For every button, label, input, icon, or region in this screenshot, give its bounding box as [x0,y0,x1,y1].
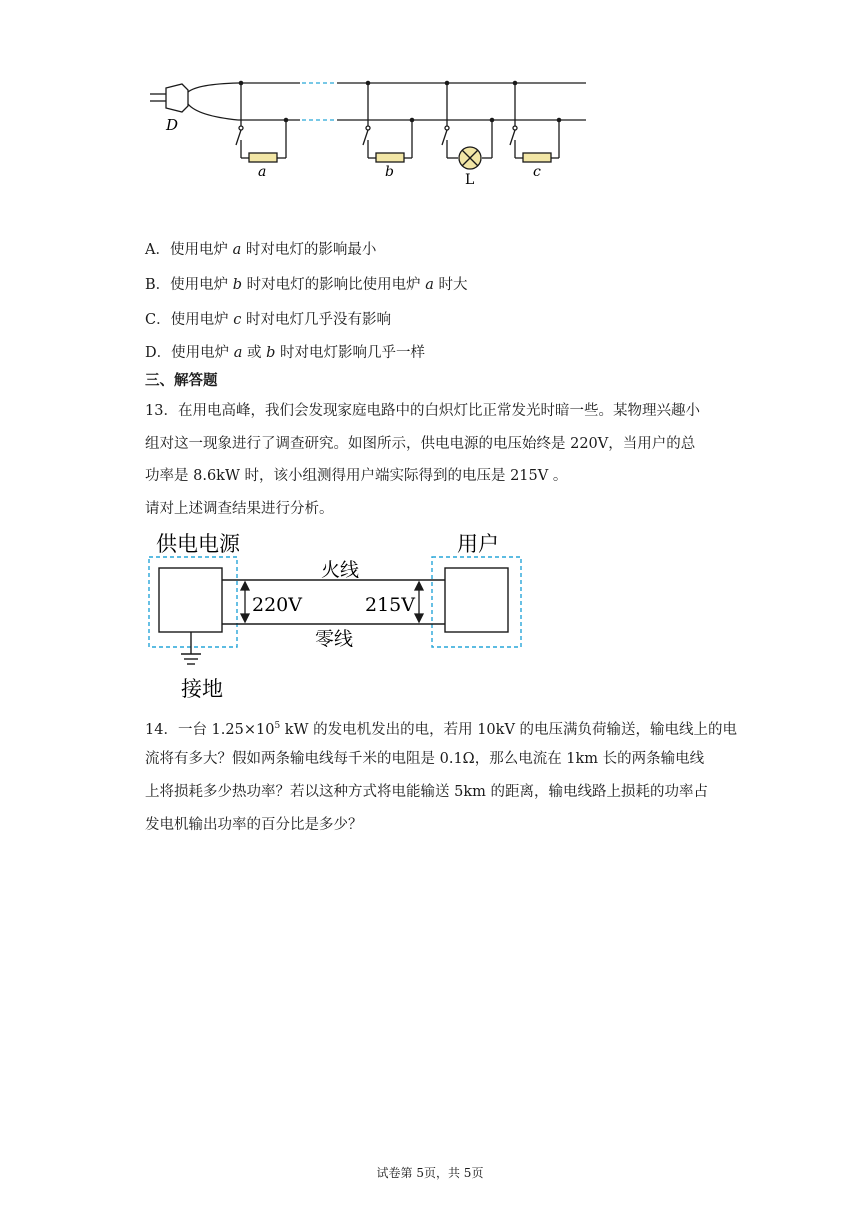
q14-line1: 14．一台 $1.25\times 10^5$ kW 的发电机发出的电，若用 10kV 的电压满负荷输送，输电线上的电 [145,721,738,738]
live-wire-label: 火线 [321,559,360,581]
q13-line2: 组对这一现象进行了调查研究。如图所示，供电电源的电压始终是 220V，当用户的总 [145,436,696,452]
option-a: A．使用电炉 a 时对电灯的影响最小 [145,242,377,258]
stove-c-resistor [523,153,551,162]
lamp-label: L [465,172,475,188]
plug-label: D [166,116,179,134]
page-footer: 试卷第 5页，共 5页 [376,1166,484,1180]
stove-b-label: b [385,164,394,180]
source-voltage-arrow [241,582,249,622]
user-voltage-arrow [415,582,423,622]
lamp-icon [459,147,481,169]
stove-a-label: a [258,164,267,180]
source-label: 供电电源 [156,532,240,556]
branch-stove-c [510,83,559,162]
source-voltage: 220V [252,594,302,616]
option-c: C．使用电炉 c 时对电灯几乎没有影响 [145,312,391,328]
q14-line2: 流将有多大？假如两条输电线每千米的电阻是 0.1Ω，那么电流在 1km 长的两条输电线 [145,751,705,767]
q13-line3: 功率是 8.6kW 时，该小组测得用户端实际得到的电压是 215V 。 [145,468,568,484]
user-voltage: 215V [365,594,415,616]
option-b: B．使用电炉 b 时对电灯的影响比使用电炉 a 时大 [145,277,468,293]
q14-line4: 发电机输出功率的百分比是多少？ [145,817,363,833]
power-line-diagram [145,528,525,704]
q14-line3: 上将损耗多少热功率？若以这种方式将电能输送 5km 的距离，输电线路上损耗的功率占 [145,784,708,800]
neutral-wire-label: 零线 [315,628,354,650]
stove-b-resistor [376,153,404,162]
user-box [445,568,508,632]
omitted-wire-dashes [302,83,336,120]
option-d: D．使用电炉 a 或 b 时对电灯影响几乎一样 [145,345,426,361]
user-label: 用户 [457,532,499,556]
ground-icon [181,632,201,664]
branch-stove-b [363,83,412,162]
source-box [159,568,222,632]
plug-icon [150,83,238,120]
section-heading: 三、解答题 [145,372,218,389]
stove-a-resistor [249,153,277,162]
stove-c-label: c [533,164,541,180]
branch-stove-a [236,83,286,162]
circuit-diagram-stoves [140,72,600,192]
q13-line4: 请对上述调查结果进行分析。 [145,501,334,517]
q13-line1: 13．在用电高峰，我们会发现家庭电路中的白炽灯比正常发光时暗一些。某物理兴趣小 [145,403,700,419]
ground-label: 接地 [181,677,223,701]
